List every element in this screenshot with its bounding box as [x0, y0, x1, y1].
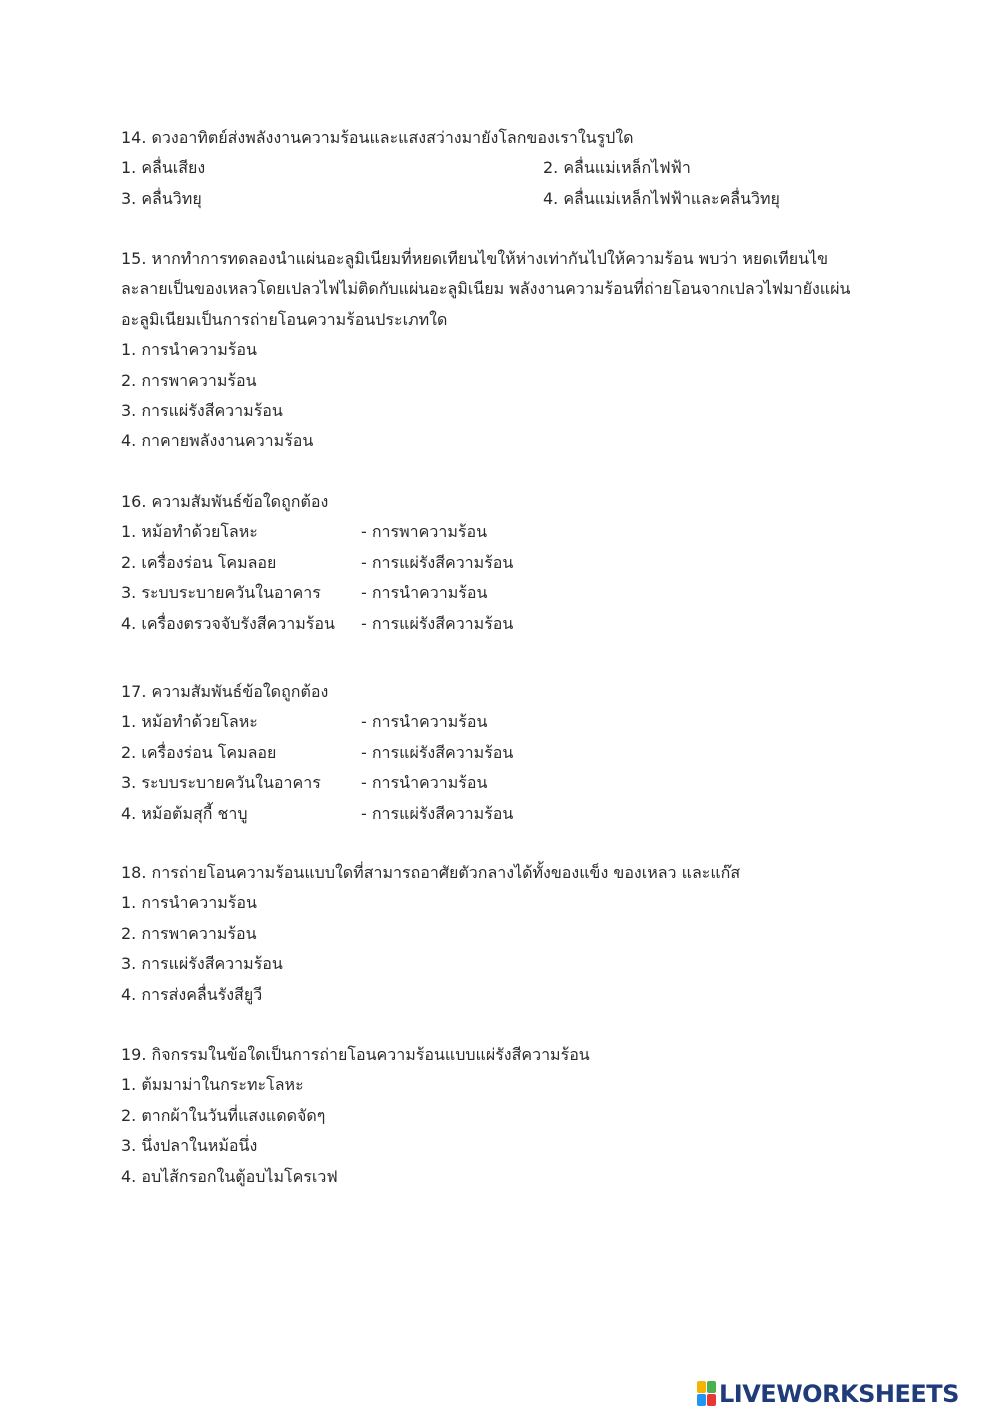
option-2[interactable]	[121, 548, 881, 578]
question-stem: 18. การถ่ายโอนความร้อนแบบใดที่สามารถอาศัยตัวกลางได้ทั้งของแข็ง ของเหลว และแก๊ส	[121, 863, 741, 882]
question-stem-line: อะลูมิเนียมเป็นการถ่ายโอนความร้อนประเภทใด	[121, 309, 448, 329]
option-match: - การนำความร้อน	[361, 712, 488, 732]
option-match: - การนำความร้อน	[361, 583, 488, 603]
option-item: 4. หม้อต้มสุกี้ ชาบู	[121, 803, 248, 823]
option-2[interactable]: 2. คลื่นแม่เหล็กไฟฟ้า	[543, 158, 691, 178]
option-1[interactable]: 1. ต้มมาม่าในกระทะโลหะ	[121, 1075, 304, 1095]
question-stem: 16. ความสัมพันธ์ข้อใดถูกต้อง	[121, 492, 329, 511]
option-1[interactable]	[121, 707, 881, 737]
logo-icon	[697, 1381, 717, 1407]
option-match: - การแผ่รังสีความร้อน	[361, 613, 514, 633]
option-2[interactable]: 2. ตากผ้าในวันที่แสงแดดจัดๆ	[121, 1105, 326, 1125]
liveworksheets-logo	[697, 1374, 997, 1414]
question-18	[121, 858, 881, 1010]
option-4[interactable]: 4. การส่งคลื่นรังสียูวี	[121, 984, 263, 1004]
option-2[interactable]: 2. การพาความร้อน	[121, 370, 257, 390]
option-4[interactable]: 4. กาคายพลังงานความร้อน	[121, 431, 314, 451]
question-15	[121, 244, 881, 457]
option-item: 2. เครื่องร่อน โคมลอย	[121, 742, 277, 762]
question-stem-line: 15. หากทำการทดลองนำแผ่นอะลูมิเนียมที่หยดเทียนไขให้ห่างเท่ากันไปให้ความร้อน พบว่า หยดเทียนไข	[121, 249, 829, 268]
question-stem-line: ละลายเป็นของเหลวโดยเปลวไฟไม่ติดกับแผ่นอะลูมิเนียม พลังงานความร้อนที่ถ่ายโอนจากเปลวไฟมายังแผ่น	[121, 279, 851, 299]
option-row	[121, 184, 881, 214]
question-16	[121, 487, 881, 639]
option-3[interactable]	[121, 578, 881, 608]
option-item: 2. เครื่องร่อน โคมลอย	[121, 552, 277, 572]
option-item: 1. หม้อทำด้วยโลหะ	[121, 712, 258, 732]
option-item: 3. ระบบระบายควันในอาคาร	[121, 583, 321, 603]
option-2[interactable]	[121, 738, 881, 768]
option-3[interactable]: 3. คลื่นวิทยุ	[121, 188, 202, 208]
option-match: - การนำความร้อน	[361, 773, 488, 793]
option-match: - การพาความร้อน	[361, 522, 488, 542]
option-4[interactable]: 4. คลื่นแม่เหล็กไฟฟ้าและคลื่นวิทยุ	[543, 188, 780, 208]
option-1[interactable]: 1. การนำความร้อน	[121, 893, 257, 913]
option-row	[121, 153, 881, 183]
option-item: 1. หม้อทำด้วยโลหะ	[121, 522, 258, 542]
question-stem: 17. ความสัมพันธ์ข้อใดถูกต้อง	[121, 682, 329, 701]
option-item: 3. ระบบระบายควันในอาคาร	[121, 773, 321, 793]
option-4[interactable]	[121, 799, 881, 829]
question-19	[121, 1040, 881, 1192]
question-14	[121, 123, 881, 214]
option-3[interactable]: 3. นึ่งปลาในหม้อนึ่ง	[121, 1136, 258, 1156]
option-1[interactable]: 1. การนำความร้อน	[121, 340, 257, 360]
question-stem: 19. กิจกรรมในข้อใดเป็นการถ่ายโอนความร้อนแบบแผ่รังสีความร้อน	[121, 1045, 590, 1064]
option-2[interactable]: 2. การพาความร้อน	[121, 923, 257, 943]
option-4[interactable]	[121, 609, 881, 639]
option-1[interactable]: 1. คลื่นเสียง	[121, 158, 206, 178]
logo-text: LIVEWORKSHEETS	[719, 1380, 959, 1408]
option-4[interactable]: 4. อบไส้กรอกในตู้อบไมโครเวฟ	[121, 1166, 338, 1186]
option-3[interactable]: 3. การแผ่รังสีความร้อน	[121, 954, 283, 974]
option-match: - การแผ่รังสีความร้อน	[361, 803, 514, 823]
option-match: - การแผ่รังสีความร้อน	[361, 552, 514, 572]
question-stem: 14. ดวงอาทิตย์ส่งพลังงานความร้อนและแสงสว่างมายังโลกของเราในรูปใด	[121, 128, 634, 147]
question-17	[121, 677, 881, 829]
option-3[interactable]: 3. การแผ่รังสีความร้อน	[121, 400, 283, 420]
option-3[interactable]	[121, 768, 881, 798]
option-1[interactable]	[121, 517, 881, 547]
option-item: 4. เครื่องตรวจจับรังสีความร้อน	[121, 613, 335, 633]
option-match: - การแผ่รังสีความร้อน	[361, 742, 514, 762]
